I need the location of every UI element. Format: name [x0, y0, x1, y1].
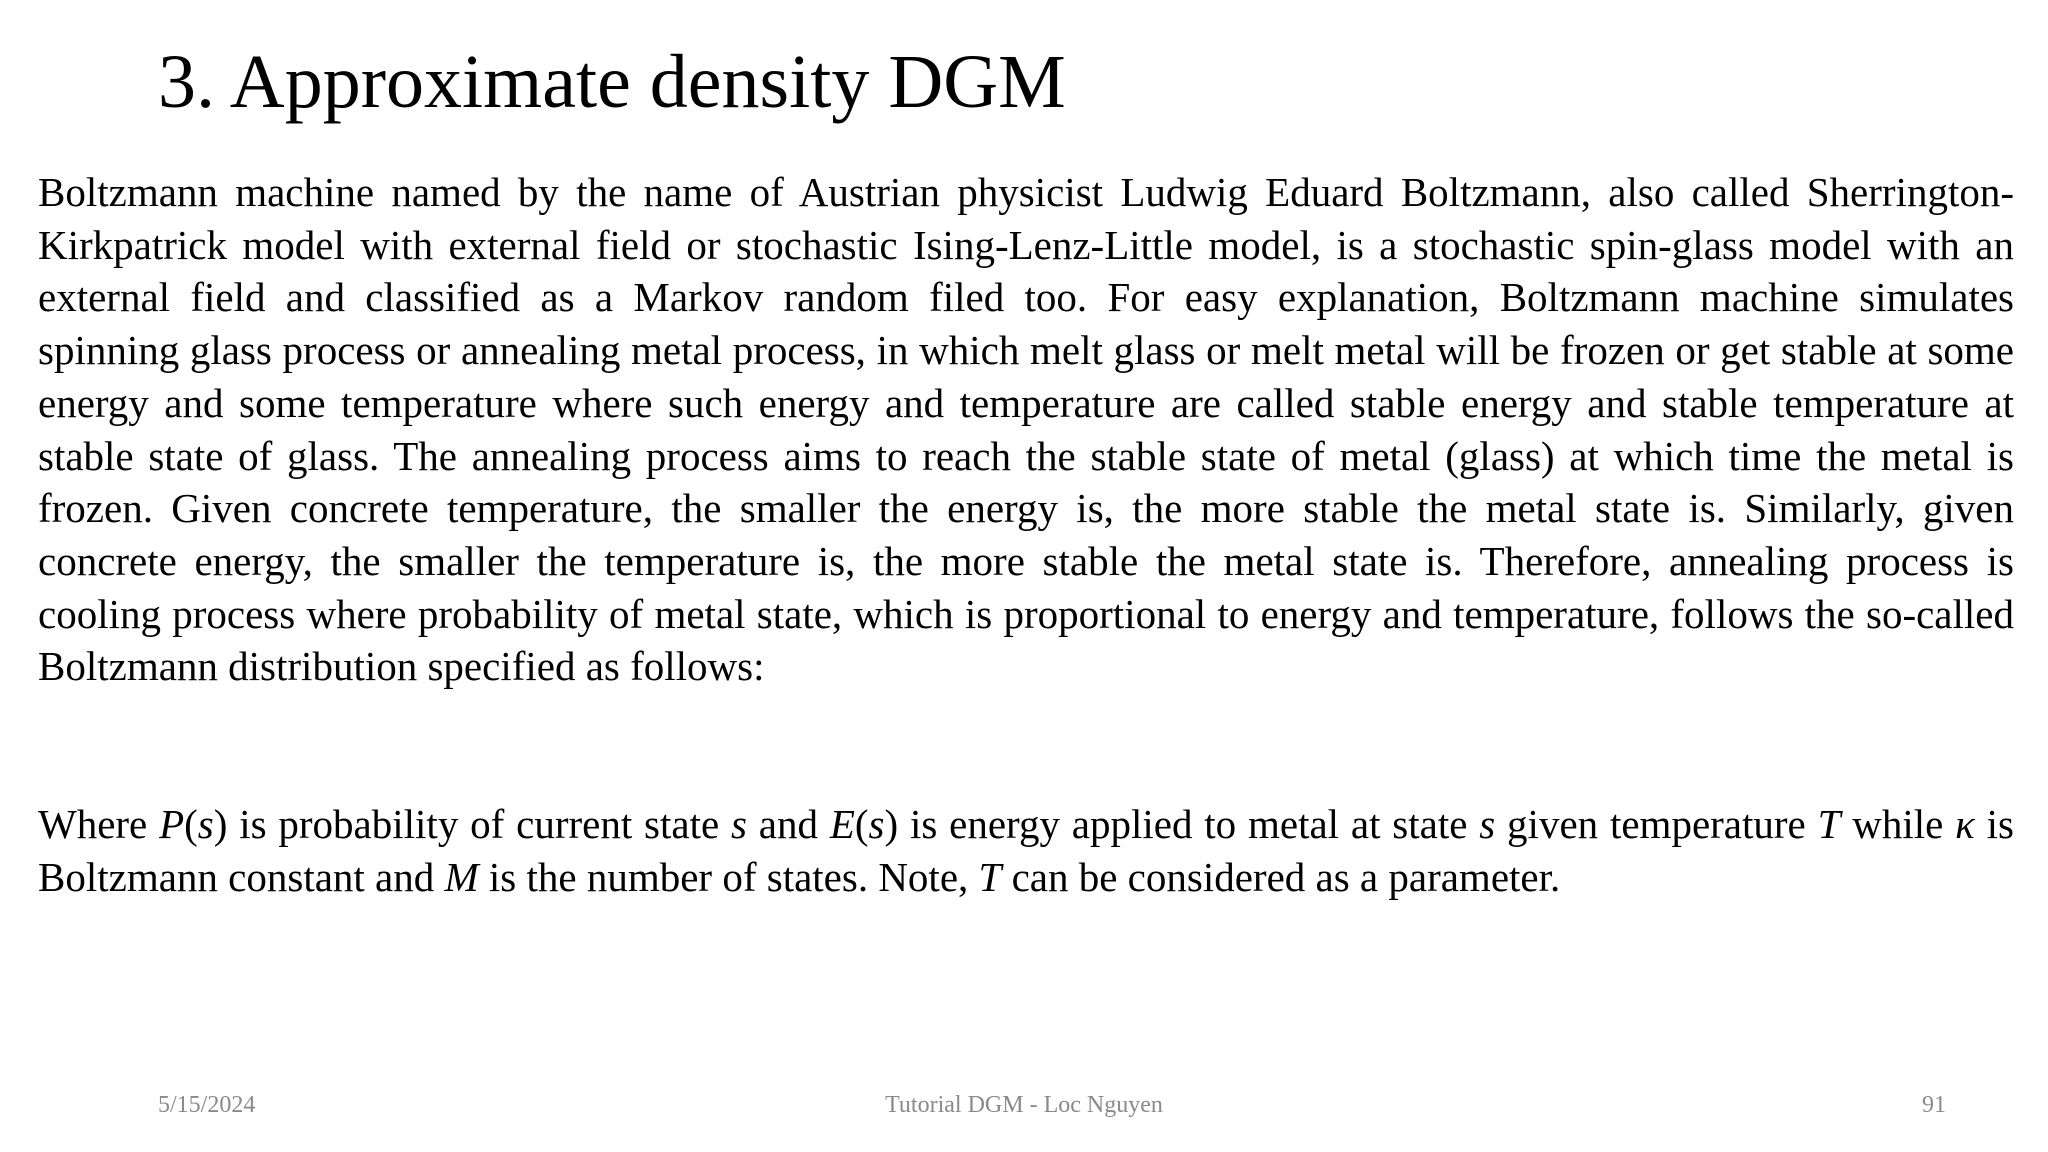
var-T: T	[978, 853, 1002, 900]
text-while: while	[1840, 801, 1956, 847]
var-s: s	[731, 801, 747, 847]
body-paragraph-definitions	[38, 798, 2014, 903]
footer-date: 5/15/2024	[158, 1092, 256, 1118]
var-s: s	[1479, 801, 1496, 847]
paren-open: (	[184, 801, 198, 847]
text-number-of-states: is the number of states. Note,	[478, 853, 979, 900]
text-where: Where	[38, 801, 148, 847]
var-E: E	[829, 801, 855, 847]
paren-open: (	[854, 801, 869, 847]
paren-close: )	[884, 801, 899, 847]
body-paragraph-boltzmann-intro: Boltzmann machine named by the name of Austrian physicist Ludwig Eduard Boltzmann, also called Sherrington-Kirkpatrick model with external field or stochastic Ising-Lenz-Little model, is a stochastic spin-glass model with an external field and classified as a Markov random filed too. For easy explanation, Boltzmann machine simulates spinning glass process or annealing metal process, in which melt glass or melt metal will be frozen or get stable at some energy and some temperature where such energy and temperature are called stable energy and stable temperature at stable state of glass. The annealing process aims to reach the stable state of metal (glass) at which time the metal is frozen. Given concrete temperature, the smaller the energy is, the more stable the metal state is. Similarly, given concrete energy, the smaller the temperature is, the more stable the metal state is. Therefore, annealing process is cooling process where probability of metal state, which is proportional to energy and temperature, follows the so-called Boltzmann distribution specified as follows:	[38, 169, 2014, 690]
var-s: s	[868, 801, 885, 847]
text-given-temperature: given temperature	[1495, 801, 1818, 847]
text-energy-applied: is energy applied to metal at state	[898, 801, 1480, 847]
text-boltzmann-constant: is Boltzmann constant and	[38, 801, 2014, 900]
slide-title: 3. Approximate density DGM	[158, 40, 1066, 124]
var-kappa: κ	[1955, 801, 1975, 847]
paren-close: )	[213, 801, 228, 847]
text-and: and	[746, 801, 830, 847]
footer-page-number: 91	[1922, 1092, 1946, 1118]
var-s: s	[197, 801, 214, 847]
text-is-probability: is probability of current state	[227, 801, 731, 847]
var-T: T	[1817, 801, 1841, 847]
footer-title: Tutorial DGM - Loc Nguyen	[885, 1092, 1163, 1118]
var-P: P	[159, 801, 185, 847]
var-M: M	[444, 853, 479, 900]
text-parameter: can be considered as a parameter.	[1001, 853, 1561, 900]
